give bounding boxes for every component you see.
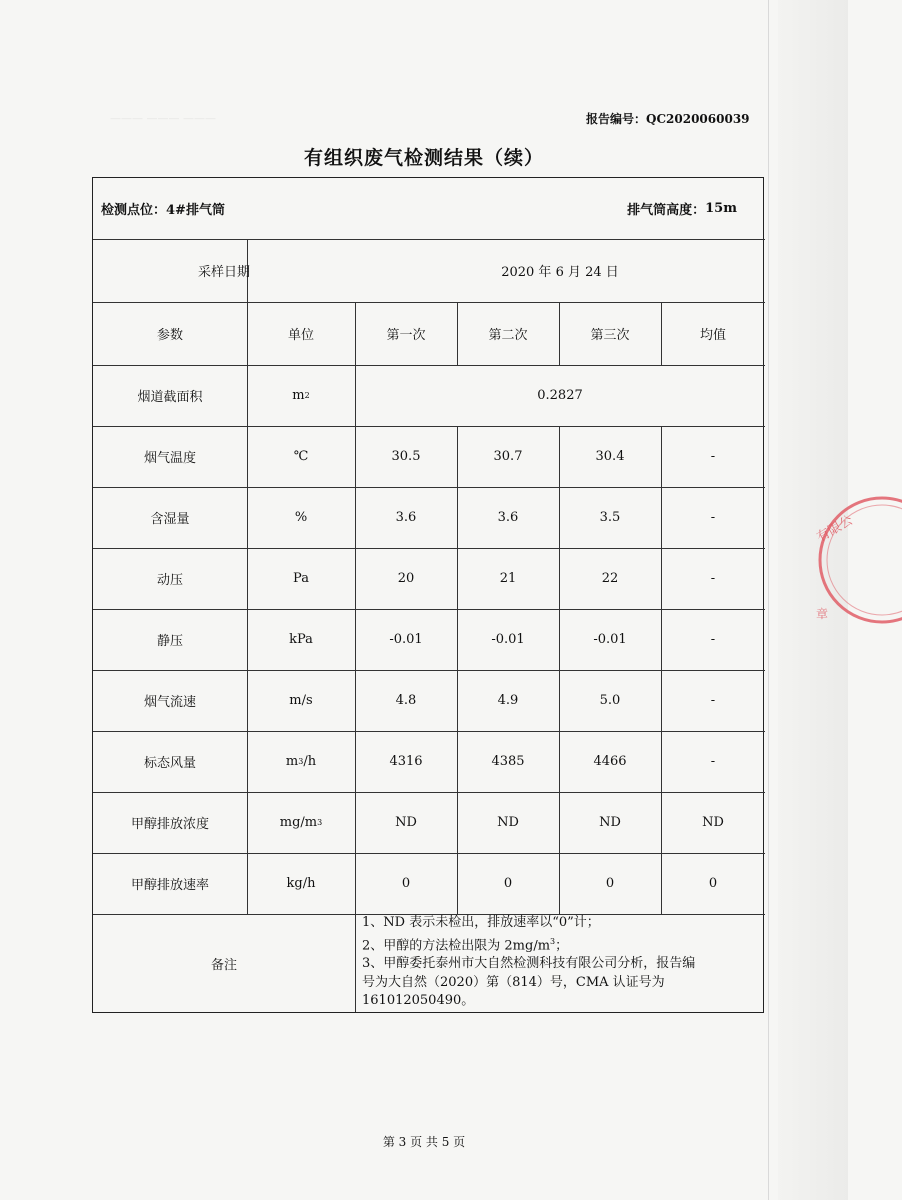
row-value-1: 4316	[389, 754, 423, 769]
bleed-through: ——— ——— ———	[110, 112, 216, 125]
row-value-3: -0.01	[593, 632, 627, 647]
sampling-date-label: 采样日期	[197, 265, 250, 280]
row-value-1: -0.01	[389, 632, 423, 647]
row-param: 静压	[156, 634, 183, 649]
remark-line: 2、甲醇的方法检出限为 $2mg/m^3$；	[362, 936, 569, 953]
row-value-3: 0	[605, 876, 615, 891]
remarks-notes	[362, 914, 762, 1011]
row-avg: -	[710, 510, 716, 525]
row-param: 烟气流速	[143, 695, 196, 710]
svg-text:有限公: 有限公	[814, 512, 856, 546]
row-value-1: 20	[397, 571, 415, 586]
row-param: 含湿量	[150, 512, 190, 527]
row-param: 标态风量	[143, 756, 196, 771]
row-unit: kPa	[289, 632, 313, 647]
row-unit: m/s	[289, 693, 313, 708]
remark-line: 3、甲醇委托泰州市大自然检测科技有限公司分析，报告编	[362, 956, 696, 972]
row-value-1: 30.5	[391, 449, 421, 464]
row-value-1: 3.6	[395, 510, 417, 525]
row-value-2: 30.7	[493, 449, 523, 464]
row-value-2: 4.9	[497, 693, 519, 708]
row-param: 烟气温度	[143, 451, 196, 466]
remark-line: 161012050490。	[362, 993, 475, 1009]
row-unit: %	[294, 510, 308, 525]
row-value-2: 3.6	[497, 510, 519, 525]
row-avg: -	[710, 632, 716, 647]
monitoring-point: 检测点位： 4#排气筒	[101, 203, 225, 218]
row-value-1: 0	[401, 876, 411, 891]
page-edge-line	[768, 0, 769, 1200]
row-avg: -	[710, 571, 716, 586]
row-value-3: 30.4	[595, 449, 625, 464]
col-header-unit: 单位	[287, 328, 314, 343]
col-header-avg: 均值	[699, 328, 726, 343]
row-unit: ℃	[293, 449, 309, 464]
row-unit: Pa	[293, 571, 309, 586]
col-header-param: 参数	[156, 328, 183, 343]
page-footer: 第 3 页 共 5 页	[382, 1135, 466, 1149]
row-param: 甲醇排放速率	[130, 878, 209, 893]
row-value-3: 3.5	[599, 510, 621, 525]
seal-stamp-icon	[812, 490, 902, 630]
row-value-1: ND	[395, 815, 417, 830]
row-unit: m 3 /h	[285, 754, 317, 769]
row-value-2: -0.01	[491, 632, 525, 647]
row-avg: 0	[708, 876, 718, 891]
row-value-2: 21	[499, 571, 517, 586]
row-merged-value: 0.2827	[537, 388, 583, 403]
row-value-1: 4.8	[395, 693, 417, 708]
results-table	[92, 177, 764, 1013]
row-avg: -	[710, 449, 716, 464]
page-title: 有组织废气检测结果（续）	[303, 147, 544, 169]
row-avg: -	[710, 693, 716, 708]
remark-line: 1、ND 表示未检出，排放速率以“0”计；	[362, 915, 600, 930]
row-value-3: 5.0	[599, 693, 621, 708]
row-value-3: ND	[599, 815, 621, 830]
row-value-2: 0	[503, 876, 513, 891]
svg-text:章: 章	[816, 607, 829, 621]
row-param: 动压	[156, 573, 183, 588]
row-value-2: ND	[497, 815, 519, 830]
col-header-second: 第二次	[488, 328, 528, 343]
row-param: 烟道截面积	[137, 390, 203, 405]
row-value-2: 4385	[491, 754, 525, 769]
row-avg: -	[710, 754, 716, 769]
report-number: 报告编号：QC2020060039	[586, 112, 750, 126]
row-unit: kg/h	[286, 876, 316, 891]
remark-line: 号为大自然（2020）第（814）号，CMA 认证号为	[362, 974, 665, 990]
remarks-label: 备注	[210, 957, 237, 973]
row-unit: mg/m 3	[279, 815, 323, 830]
stack-height: 排气筒高度： 15m	[627, 201, 737, 218]
col-header-third: 第三次	[590, 328, 630, 343]
sampling-date-value: 2020 年 6 月 24 日	[501, 265, 619, 280]
row-param: 甲醇排放浓度	[130, 817, 209, 832]
row-unit: m 2	[292, 388, 310, 403]
col-header-first: 第一次	[386, 328, 426, 343]
row-value-3: 22	[601, 571, 619, 586]
row-avg: ND	[702, 815, 724, 830]
row-value-3: 4466	[593, 754, 627, 769]
